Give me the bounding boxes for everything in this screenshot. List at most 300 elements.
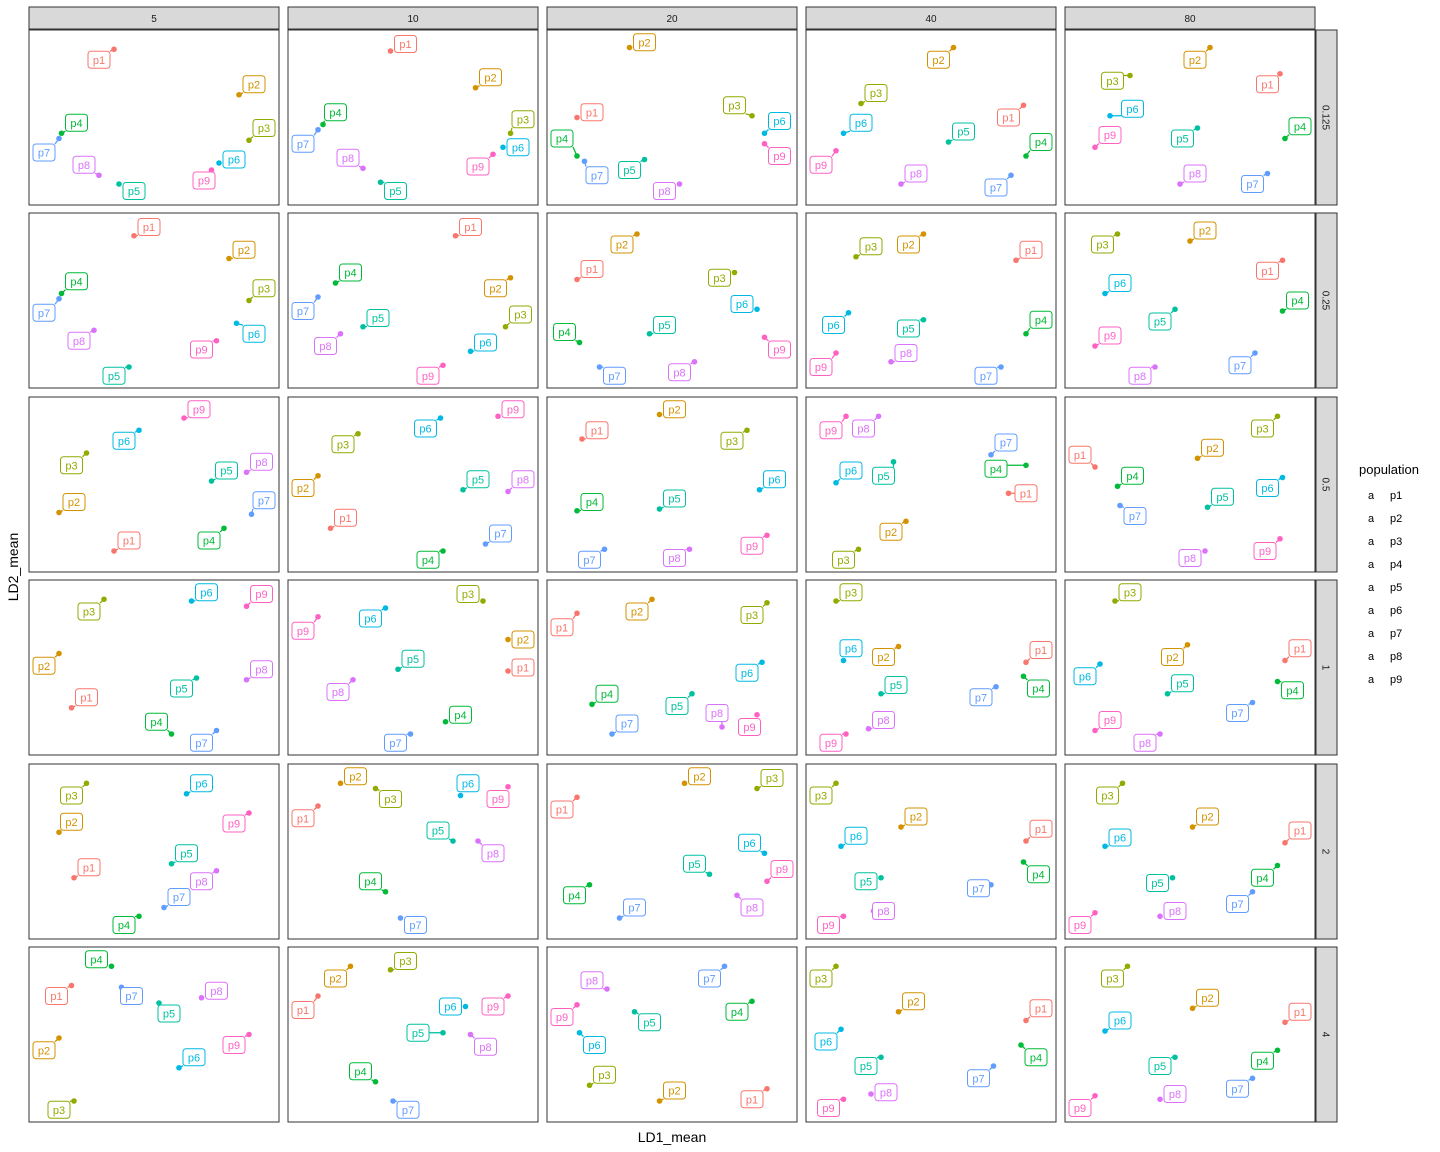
- legend-key-glyph: a: [1367, 605, 1375, 617]
- label-text-p4: p4: [1034, 137, 1048, 149]
- point-p7: [56, 296, 62, 302]
- label-text-p6: p6: [1113, 278, 1127, 290]
- label-text-p2: p2: [67, 497, 81, 509]
- label-text-p3: p3: [514, 309, 527, 322]
- legend-label: p4: [1390, 559, 1403, 571]
- point-p2: [1185, 642, 1191, 648]
- legend-item-p7: [1368, 628, 1402, 640]
- point-p3: [101, 596, 107, 602]
- label-text-p1: p1: [1261, 265, 1274, 278]
- label-text-p4: p4: [117, 920, 131, 932]
- label-text-p7: p7: [125, 991, 138, 1003]
- point-p9: [764, 878, 770, 884]
- label-text-p4: p4: [585, 497, 599, 509]
- point-p1: [505, 668, 511, 674]
- panel-0.5-80: [1065, 397, 1315, 572]
- label-text-p7: p7: [1246, 179, 1259, 191]
- label-text-p4: p4: [558, 327, 571, 339]
- point-p5: [657, 506, 663, 512]
- label-text-p3: p3: [82, 606, 96, 619]
- label-text-p9: p9: [227, 818, 241, 831]
- point-p9: [833, 350, 839, 356]
- point-p7: [1265, 171, 1271, 177]
- label-text-p6: p6: [187, 1052, 201, 1065]
- label-text-p3: p3: [65, 790, 78, 803]
- row-strip-0.125: [1316, 30, 1337, 205]
- panel-0.25-10: [288, 213, 538, 388]
- point-p5: [1172, 306, 1178, 312]
- label-text-p8: p8: [319, 341, 332, 353]
- point-p5: [946, 139, 952, 145]
- point-p5: [1170, 875, 1176, 881]
- label-text-p5: p5: [389, 186, 402, 198]
- label-text-p8: p8: [77, 159, 91, 172]
- label-text-p4: p4: [600, 688, 614, 701]
- panel-0.25-5: [29, 213, 279, 388]
- label-text-p8: p8: [668, 553, 681, 565]
- point-p1: [1023, 659, 1029, 665]
- label-text-p5: p5: [1153, 316, 1167, 329]
- point-p8: [1152, 364, 1158, 370]
- label-text-p9: p9: [1073, 920, 1087, 932]
- label-text-p3: p3: [257, 123, 271, 135]
- label-text-p6: p6: [1113, 832, 1127, 845]
- point-p4: [589, 701, 595, 707]
- point-p5: [126, 364, 132, 370]
- point-p5: [921, 317, 927, 323]
- point-p5: [878, 691, 884, 697]
- panel-1-20: [547, 580, 797, 755]
- point-p1: [1023, 1018, 1029, 1024]
- point-p2: [627, 45, 633, 51]
- panel-2-10: [288, 764, 538, 939]
- row-strip-label: 0.125: [1319, 104, 1331, 131]
- legend-item-p5: [1368, 582, 1402, 594]
- legend-item-p2: [1368, 513, 1402, 525]
- legend-label: p7: [1390, 628, 1403, 640]
- point-p8: [199, 995, 205, 1001]
- point-p9: [841, 1096, 847, 1102]
- point-p8: [1157, 731, 1163, 737]
- point-p1: [574, 794, 580, 800]
- label-text-p3: p3: [1101, 790, 1114, 803]
- label-text-p2: p2: [877, 652, 890, 664]
- point-p6: [383, 605, 389, 611]
- point-p7: [988, 452, 994, 458]
- point-p4: [1275, 679, 1281, 685]
- label-text-p5: p5: [623, 165, 636, 177]
- label-text-p4: p4: [1032, 683, 1045, 696]
- label-text-p1: p1: [1293, 643, 1307, 656]
- label-text-p7: p7: [989, 182, 1003, 195]
- point-p8: [604, 986, 610, 992]
- point-p7: [408, 731, 414, 737]
- point-p3: [1115, 231, 1121, 237]
- point-p3: [1120, 780, 1126, 786]
- label-text-p9: p9: [491, 794, 505, 806]
- label-text-p6: p6: [227, 154, 241, 167]
- label-text-p3: p3: [844, 587, 858, 600]
- point-p3: [833, 598, 839, 604]
- label-text-p7: p7: [1231, 708, 1244, 720]
- label-text-p4: p4: [555, 133, 569, 146]
- label-text-p6: p6: [844, 643, 858, 656]
- panel-1-80: [1065, 580, 1315, 755]
- legend-key-glyph: a: [1367, 674, 1375, 686]
- point-p2: [508, 275, 514, 281]
- point-p6: [841, 658, 847, 664]
- point-p3: [480, 598, 486, 604]
- label-text-p6: p6: [1126, 103, 1139, 116]
- label-text-p8: p8: [1168, 1089, 1182, 1101]
- label-text-p1: p1: [1293, 825, 1307, 838]
- point-p6: [1280, 475, 1286, 481]
- point-p9: [1092, 343, 1098, 349]
- point-p2: [657, 412, 663, 418]
- label-text-p3: p3: [725, 435, 739, 448]
- point-p1: [1282, 840, 1288, 846]
- point-p9: [214, 338, 220, 344]
- label-text-p9: p9: [824, 425, 838, 438]
- point-p6: [1097, 661, 1103, 667]
- label-text-p3: p3: [516, 114, 530, 127]
- panel-0.125-80: [1065, 30, 1315, 205]
- label-text-p7: p7: [296, 138, 310, 151]
- point-p8: [475, 838, 481, 844]
- point-p2: [1190, 1005, 1196, 1011]
- label-text-p4: p4: [1032, 869, 1045, 882]
- label-text-p1: p1: [142, 222, 156, 234]
- label-text-p2: p2: [902, 239, 915, 252]
- panel-0.125-40: [806, 30, 1056, 205]
- panel-border: [806, 213, 1056, 388]
- point-p4: [333, 280, 339, 286]
- label-text-p6: p6: [854, 117, 868, 130]
- point-p6: [841, 130, 847, 136]
- point-p5: [1195, 125, 1201, 131]
- point-p2: [898, 824, 904, 830]
- x-axis-label: LD1_mean: [637, 1129, 707, 1145]
- point-p7: [390, 1098, 396, 1104]
- point-p4: [136, 913, 142, 919]
- label-text-p5: p5: [859, 1061, 873, 1073]
- point-p3: [508, 130, 514, 136]
- point-p8: [719, 724, 725, 730]
- point-p4: [574, 153, 580, 159]
- point-p6: [838, 843, 844, 849]
- label-text-p7: p7: [195, 737, 208, 750]
- label-text-p3: p3: [52, 1104, 66, 1117]
- label-text-p6: p6: [849, 830, 863, 843]
- point-p1: [111, 46, 117, 52]
- point-p3: [853, 254, 859, 260]
- point-p2: [1190, 824, 1196, 830]
- point-p7: [1250, 1075, 1256, 1081]
- label-text-p1: p1: [80, 692, 93, 705]
- label-text-p8: p8: [673, 367, 686, 380]
- point-p7: [602, 546, 608, 552]
- point-p1: [69, 983, 75, 989]
- point-p3: [373, 786, 379, 792]
- panel-border: [29, 947, 279, 1122]
- point-p6: [468, 348, 474, 354]
- label-text-p6: p6: [247, 328, 261, 341]
- col-strip-80: [1065, 7, 1315, 29]
- point-p5: [1165, 691, 1171, 697]
- legend-key-glyph: a: [1367, 582, 1375, 594]
- label-text-p2: p2: [65, 816, 78, 829]
- row-strip-label: 0.5: [1319, 477, 1331, 492]
- point-p3: [1112, 598, 1118, 604]
- point-p2: [951, 45, 957, 51]
- point-p1: [579, 436, 585, 442]
- point-p8: [350, 677, 356, 683]
- point-p1: [1282, 1019, 1288, 1025]
- panel-0.5-40: [806, 397, 1056, 572]
- label-text-p2: p2: [516, 634, 530, 647]
- label-text-p4: p4: [70, 117, 83, 130]
- label-text-p1: p1: [82, 862, 96, 875]
- label-text-p3: p3: [399, 956, 412, 968]
- label-text-p6: p6: [743, 837, 756, 850]
- label-text-p1: p1: [1261, 79, 1274, 92]
- label-text-p8: p8: [195, 876, 208, 889]
- label-text-p5: p5: [670, 701, 684, 713]
- label-text-p7: p7: [296, 306, 310, 318]
- label-text-p6: p6: [1113, 1015, 1127, 1028]
- label-text-p6: p6: [827, 320, 840, 332]
- label-text-p6: p6: [768, 474, 781, 487]
- label-text-p5: p5: [877, 470, 890, 483]
- label-text-p9: p9: [775, 864, 789, 876]
- label-text-p5: p5: [175, 683, 188, 696]
- label-text-p7: p7: [583, 554, 596, 567]
- label-text-p7: p7: [974, 692, 988, 705]
- point-p6: [846, 310, 852, 316]
- point-p1: [574, 115, 580, 121]
- point-p3: [71, 1098, 77, 1104]
- label-text-p5: p5: [220, 465, 233, 478]
- label-text-p8: p8: [877, 906, 890, 918]
- legend-label: p6: [1390, 605, 1403, 617]
- label-text-p6: p6: [195, 778, 208, 791]
- point-p2: [649, 596, 655, 602]
- panel-0.125-20: [547, 30, 797, 205]
- label-text-p8: p8: [745, 902, 759, 915]
- label-text-p1: p1: [1002, 112, 1015, 125]
- point-p7: [597, 364, 603, 370]
- legend-label: p3: [1390, 536, 1403, 548]
- point-p5: [1172, 1054, 1178, 1060]
- label-text-p5: p5: [107, 370, 121, 383]
- label-text-p1: p1: [585, 107, 599, 120]
- point-p8: [687, 546, 693, 552]
- label-text-p2: p2: [909, 811, 923, 824]
- label-text-p7: p7: [608, 370, 621, 383]
- label-text-p1: p1: [555, 622, 569, 635]
- label-text-p2: p2: [37, 1045, 51, 1058]
- label-text-p9: p9: [814, 159, 828, 172]
- point-p6: [500, 144, 506, 150]
- label-text-p2: p2: [1166, 652, 1179, 664]
- point-p1: [315, 993, 321, 999]
- point-p7: [1252, 350, 1258, 356]
- label-text-p7: p7: [401, 1104, 415, 1117]
- legend-label: p5: [1390, 582, 1403, 594]
- point-p3: [764, 600, 770, 606]
- point-p5: [707, 871, 713, 877]
- point-p4: [320, 122, 326, 128]
- panel-border: [29, 213, 279, 388]
- label-text-p8: p8: [1183, 553, 1197, 565]
- point-p6: [754, 306, 760, 312]
- point-p8: [692, 359, 698, 365]
- panel-0.125-5: [29, 30, 279, 205]
- label-text-p8: p8: [658, 186, 671, 198]
- point-p7: [991, 1063, 997, 1069]
- point-p1: [574, 277, 580, 283]
- panel-1-40: [806, 580, 1056, 755]
- point-p1: [1280, 257, 1286, 263]
- point-p6: [234, 320, 240, 326]
- label-text-p7: p7: [494, 528, 507, 541]
- label-text-p8: p8: [585, 975, 599, 988]
- label-text-p2: p2: [1206, 442, 1219, 455]
- label-text-p5: p5: [162, 1008, 176, 1021]
- point-p2: [921, 231, 927, 237]
- label-text-p9: p9: [822, 920, 835, 932]
- legend-label: p1: [1390, 490, 1403, 502]
- label-text-p9: p9: [745, 540, 759, 553]
- point-p9: [244, 603, 250, 609]
- label-text-p8: p8: [909, 168, 923, 181]
- point-p3: [246, 137, 252, 143]
- row-strip-label: 0.25: [1319, 290, 1331, 311]
- point-p8: [898, 181, 904, 187]
- point-p2: [634, 231, 640, 237]
- label-text-p6: p6: [511, 142, 525, 155]
- label-text-p9: p9: [822, 1103, 835, 1115]
- point-p7: [1250, 889, 1256, 895]
- label-text-p1: p1: [1293, 1006, 1307, 1019]
- point-p2: [56, 651, 62, 657]
- label-text-p5: p5: [411, 1027, 425, 1040]
- point-p5: [647, 331, 653, 337]
- point-p9: [1092, 910, 1098, 916]
- label-text-p2: p2: [247, 79, 261, 92]
- label-text-p7: p7: [620, 718, 634, 731]
- point-p3: [858, 101, 864, 107]
- panel-border: [288, 213, 538, 388]
- point-p9: [495, 413, 501, 419]
- legend-key-glyph: a: [1367, 651, 1375, 663]
- point-p7: [998, 364, 1004, 370]
- label-text-p5: p5: [371, 313, 385, 325]
- label-text-p9: p9: [255, 589, 268, 601]
- label-text-p3: p3: [837, 554, 850, 567]
- panel-border: [806, 764, 1056, 939]
- panel-2-5: [29, 764, 279, 939]
- point-p6: [176, 1065, 182, 1071]
- row-strip-4: [1316, 947, 1337, 1122]
- point-p1: [315, 803, 321, 809]
- point-p6: [833, 480, 839, 486]
- point-p4: [587, 882, 593, 888]
- label-text-p8: p8: [479, 1041, 492, 1054]
- label-text-p4: p4: [1291, 295, 1304, 308]
- label-text-p5: p5: [127, 186, 141, 198]
- label-text-p9: p9: [555, 1012, 569, 1024]
- point-p9: [833, 148, 839, 154]
- label-text-p6: p6: [479, 337, 492, 350]
- legend-key-glyph: a: [1367, 490, 1375, 502]
- point-p7: [56, 136, 62, 142]
- label-text-p9: p9: [192, 404, 206, 417]
- label-text-p8: p8: [1138, 737, 1152, 750]
- label-text-p5: p5: [1151, 878, 1164, 890]
- panel-border: [547, 213, 797, 388]
- label-text-p7: p7: [1233, 360, 1247, 373]
- label-text-p6: p6: [588, 1040, 601, 1052]
- point-p1: [1013, 257, 1019, 263]
- panel-0.5-5: [29, 397, 279, 572]
- row-strip-0.25: [1316, 213, 1337, 388]
- point-p7: [1008, 172, 1014, 178]
- row-strip-2: [1316, 764, 1337, 939]
- label-text-p9: p9: [814, 362, 828, 374]
- label-text-p2: p2: [489, 283, 502, 296]
- point-p8: [868, 1091, 874, 1097]
- point-p4: [1021, 673, 1027, 679]
- label-text-p9: p9: [1103, 715, 1117, 727]
- label-text-p5: p5: [643, 1017, 656, 1030]
- point-p4: [1023, 462, 1029, 468]
- label-text-p3: p3: [1106, 75, 1119, 88]
- point-p2: [1207, 45, 1213, 51]
- point-p2: [236, 92, 242, 98]
- col-strip-label: 80: [1184, 14, 1196, 25]
- label-text-p3: p3: [336, 439, 350, 452]
- point-p3: [833, 963, 839, 969]
- label-text-p4: p4: [989, 463, 1003, 476]
- point-p4: [1023, 331, 1029, 337]
- panel-0.25-20: [547, 213, 797, 388]
- point-p6: [184, 791, 190, 797]
- col-strip-label: 40: [925, 14, 937, 25]
- point-p2: [56, 510, 62, 516]
- point-p5: [209, 478, 215, 484]
- point-p6: [1102, 843, 1108, 849]
- label-text-p1: p1: [122, 535, 136, 548]
- label-text-p5: p5: [889, 680, 903, 692]
- label-text-p2: p2: [349, 771, 362, 784]
- point-p3: [1127, 73, 1133, 79]
- point-p3: [1125, 963, 1131, 969]
- label-text-p6: p6: [117, 435, 131, 448]
- panel-2-20: [547, 764, 797, 939]
- label-text-p6: p6: [419, 423, 432, 436]
- label-text-p2: p2: [237, 244, 251, 257]
- point-p4: [1282, 136, 1288, 142]
- point-p5: [194, 675, 200, 681]
- point-p5: [360, 324, 366, 330]
- point-p9: [505, 993, 511, 999]
- point-p5: [116, 181, 122, 187]
- label-text-p2: p2: [907, 996, 920, 1009]
- legend-item-p6: [1368, 605, 1402, 617]
- label-text-p9: p9: [743, 722, 756, 734]
- label-text-p3: p3: [728, 100, 741, 113]
